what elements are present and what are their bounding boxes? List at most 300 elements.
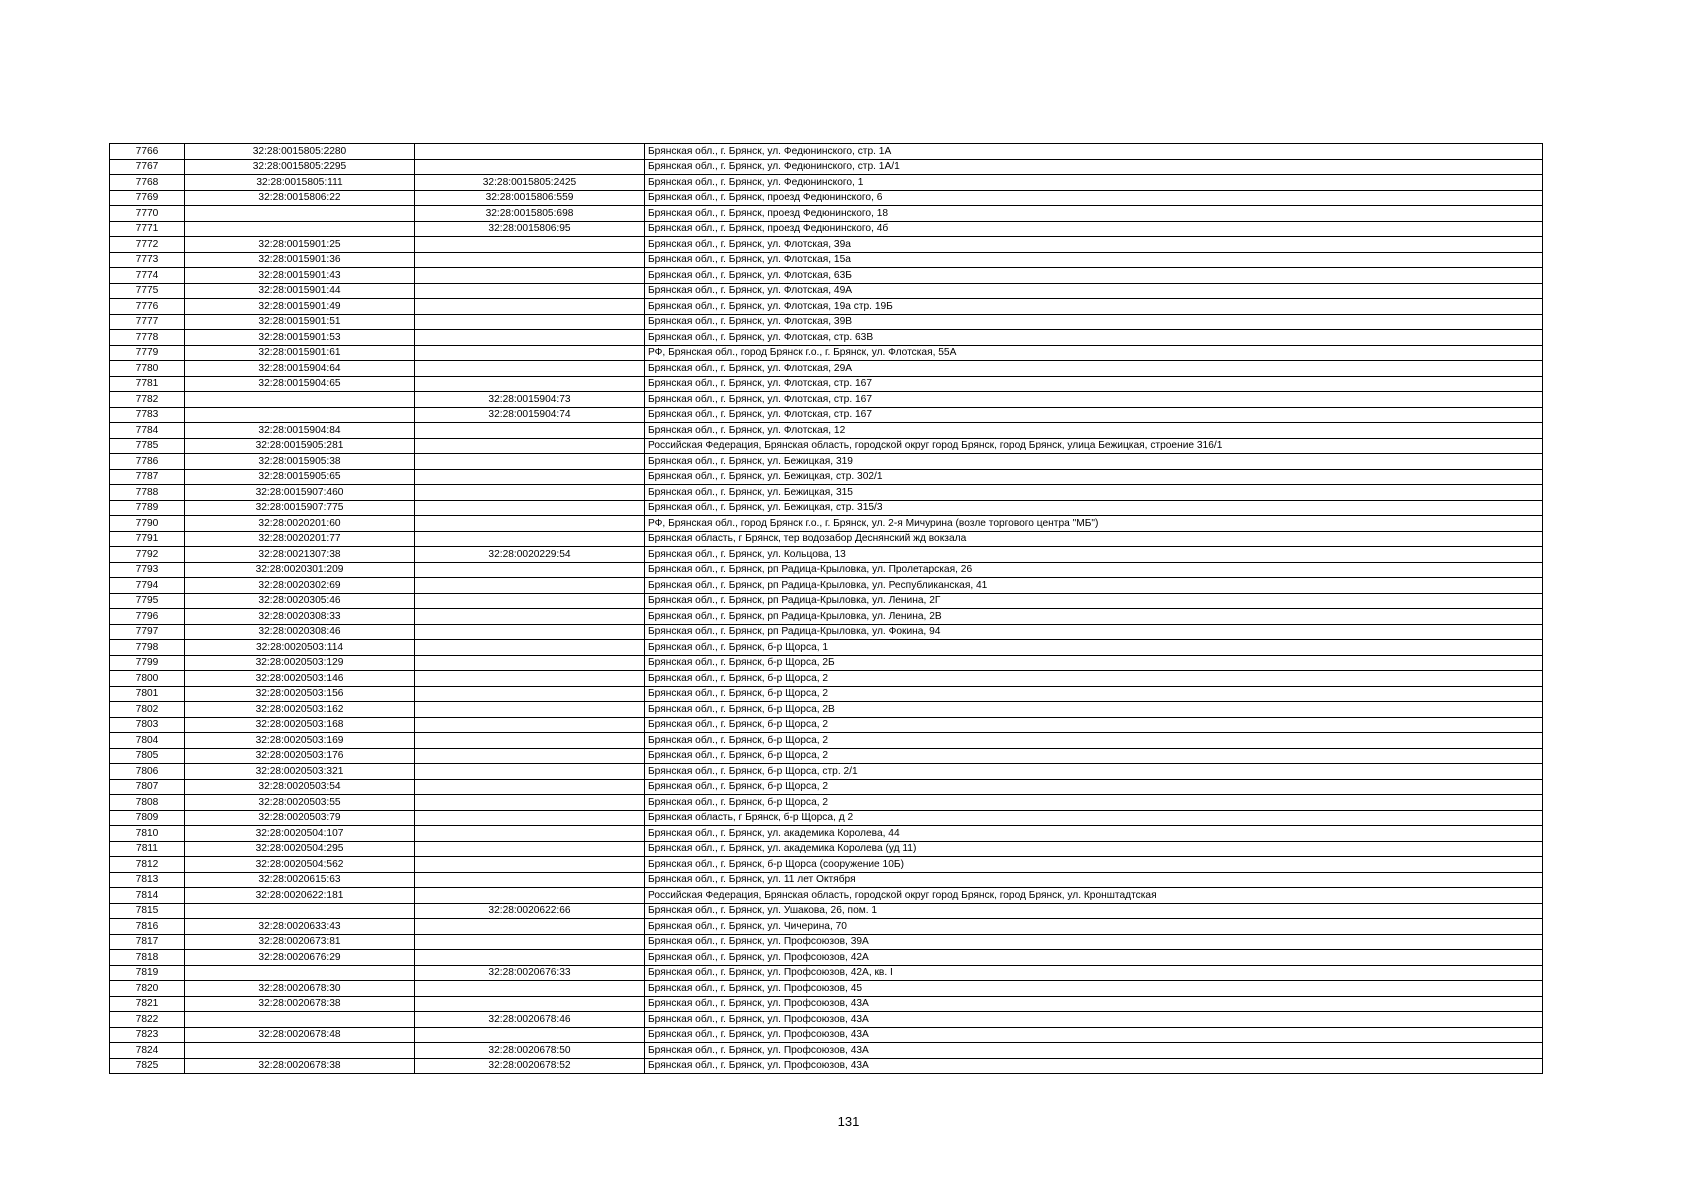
table-row xyxy=(110,547,1543,563)
address-cell: Брянская обл., г. Брянск, б-р Щорса, 2 xyxy=(645,733,1543,749)
table-row xyxy=(110,655,1543,671)
address-cell: Брянская обл., г. Брянск, проезд Федюнинского, 4б xyxy=(645,221,1543,237)
address-cell: РФ, Брянская обл., город Брянск г.о., г. Брянск, ул. 2-я Мичурина (возле торгового центра "МБ") xyxy=(645,516,1543,532)
cadastral-number-cell: 32:28:0020503:156 xyxy=(185,686,415,702)
address-cell: Брянская обл., г. Брянск, рп Радица-Крыловка, ул. Пролетарская, 26 xyxy=(645,562,1543,578)
related-cadastral-cell xyxy=(415,888,645,904)
table-row xyxy=(110,640,1543,656)
related-cadastral-cell xyxy=(415,981,645,997)
row-number-cell: 7815 xyxy=(110,903,185,919)
related-cadastral-cell: 32:28:0020678:46 xyxy=(415,1012,645,1028)
address-cell: Российская Федерация, Брянская область, городской округ город Брянск, город Брянск, улица Бежицкая, строение 316/1 xyxy=(645,438,1543,454)
related-cadastral-cell xyxy=(415,454,645,470)
related-cadastral-cell xyxy=(415,609,645,625)
cadastral-number-cell: 32:28:0015901:53 xyxy=(185,330,415,346)
related-cadastral-cell xyxy=(415,237,645,253)
row-number-cell: 7782 xyxy=(110,392,185,408)
row-number-cell: 7787 xyxy=(110,469,185,485)
row-number-cell: 7816 xyxy=(110,919,185,935)
address-cell: Брянская обл., г. Брянск, ул. Флотская, 39а xyxy=(645,237,1543,253)
row-number-cell: 7780 xyxy=(110,361,185,377)
row-number-cell: 7770 xyxy=(110,206,185,222)
table-row xyxy=(110,1043,1543,1059)
related-cadastral-cell xyxy=(415,330,645,346)
row-number-cell: 7776 xyxy=(110,299,185,315)
cadastral-number-cell: 32:28:0020633:43 xyxy=(185,919,415,935)
related-cadastral-cell xyxy=(415,159,645,175)
address-cell: Брянская обл., г. Брянск, рп Радица-Крыловка, ул. Ленина, 2В xyxy=(645,609,1543,625)
address-cell: Брянская обл., г. Брянск, ул. Профсоюзов, 43А xyxy=(645,1027,1543,1043)
row-number-cell: 7772 xyxy=(110,237,185,253)
row-number-cell: 7794 xyxy=(110,578,185,594)
related-cadastral-cell xyxy=(415,872,645,888)
row-number-cell: 7791 xyxy=(110,531,185,547)
row-number-cell: 7800 xyxy=(110,671,185,687)
table-row xyxy=(110,1012,1543,1028)
cadastral-number-cell: 32:28:0015805:2280 xyxy=(185,144,415,160)
table-row xyxy=(110,175,1543,191)
address-cell: Брянская обл., г. Брянск, ул. Федюнинского, 1 xyxy=(645,175,1543,191)
table-row xyxy=(110,717,1543,733)
cadastral-number-cell: 32:28:0020676:29 xyxy=(185,950,415,966)
address-cell: Брянская обл., г. Брянск, ул. Профсоюзов, 43А xyxy=(645,996,1543,1012)
address-cell: Брянская обл., г. Брянск, ул. Бежицкая, стр. 315/3 xyxy=(645,500,1543,516)
table-row xyxy=(110,857,1543,873)
row-number-cell: 7814 xyxy=(110,888,185,904)
table-row xyxy=(110,810,1543,826)
table-row xyxy=(110,206,1543,222)
row-number-cell: 7766 xyxy=(110,144,185,160)
table-row xyxy=(110,268,1543,284)
table-row xyxy=(110,934,1543,950)
table-row xyxy=(110,516,1543,532)
related-cadastral-cell xyxy=(415,919,645,935)
table-row xyxy=(110,671,1543,687)
table-body xyxy=(110,144,1543,1074)
cadastral-number-cell xyxy=(185,1043,415,1059)
row-number-cell: 7804 xyxy=(110,733,185,749)
row-number-cell: 7820 xyxy=(110,981,185,997)
address-cell: Брянская обл., г. Брянск, б-р Щорса, 2Б xyxy=(645,655,1543,671)
related-cadastral-cell: 32:28:0020678:52 xyxy=(415,1058,645,1074)
related-cadastral-cell xyxy=(415,376,645,392)
address-cell: Брянская обл., г. Брянск, ул. Флотская, стр. 63В xyxy=(645,330,1543,346)
row-number-cell: 7790 xyxy=(110,516,185,532)
row-number-cell: 7806 xyxy=(110,764,185,780)
related-cadastral-cell xyxy=(415,779,645,795)
related-cadastral-cell xyxy=(415,733,645,749)
row-number-cell: 7777 xyxy=(110,314,185,330)
address-cell: Брянская обл., г. Брянск, ул. Кольцова, 13 xyxy=(645,547,1543,563)
cadastral-number-cell: 32:28:0015805:111 xyxy=(185,175,415,191)
cadastral-number-cell: 32:28:0020673:81 xyxy=(185,934,415,950)
related-cadastral-cell xyxy=(415,268,645,284)
table-row xyxy=(110,686,1543,702)
table-row xyxy=(110,981,1543,997)
address-cell: Брянская обл., г. Брянск, ул. Профсоюзов, 39А xyxy=(645,934,1543,950)
cadastral-number-cell: 32:28:0020622:181 xyxy=(185,888,415,904)
related-cadastral-cell xyxy=(415,717,645,733)
cadastral-number-cell xyxy=(185,903,415,919)
address-cell: Брянская область, г Брянск, тер водозабор Деснянский жд вокзала xyxy=(645,531,1543,547)
row-number-cell: 7775 xyxy=(110,283,185,299)
address-cell: Брянская обл., г. Брянск, ул. Профсоюзов, 43А xyxy=(645,1012,1543,1028)
row-number-cell: 7788 xyxy=(110,485,185,501)
table-row xyxy=(110,609,1543,625)
address-cell: Брянская обл., г. Брянск, ул. Флотская, 15а xyxy=(645,252,1543,268)
cadastral-number-cell: 32:28:0015904:65 xyxy=(185,376,415,392)
related-cadastral-cell: 32:28:0020676:33 xyxy=(415,965,645,981)
table-row xyxy=(110,1027,1543,1043)
row-number-cell: 7807 xyxy=(110,779,185,795)
cadastral-number-cell: 32:28:0020503:176 xyxy=(185,748,415,764)
table-row xyxy=(110,872,1543,888)
address-cell: Брянская обл., г. Брянск, ул. Флотская, 49А xyxy=(645,283,1543,299)
cadastral-number-cell: 32:28:0020678:38 xyxy=(185,996,415,1012)
table-row xyxy=(110,888,1543,904)
address-cell: Брянская обл., г. Брянск, б-р Щорса, 2 xyxy=(645,795,1543,811)
row-number-cell: 7789 xyxy=(110,500,185,516)
row-number-cell: 7768 xyxy=(110,175,185,191)
address-cell: Брянская обл., г. Брянск, ул. Бежицкая, стр. 302/1 xyxy=(645,469,1543,485)
related-cadastral-cell xyxy=(415,345,645,361)
related-cadastral-cell xyxy=(415,950,645,966)
related-cadastral-cell: 32:28:0015806:95 xyxy=(415,221,645,237)
related-cadastral-cell xyxy=(415,810,645,826)
related-cadastral-cell xyxy=(415,702,645,718)
related-cadastral-cell xyxy=(415,299,645,315)
row-number-cell: 7767 xyxy=(110,159,185,175)
table-row xyxy=(110,407,1543,423)
table-row xyxy=(110,392,1543,408)
related-cadastral-cell xyxy=(415,531,645,547)
cadastral-number-cell xyxy=(185,407,415,423)
cadastral-number-cell: 32:28:0020615:63 xyxy=(185,872,415,888)
table-row xyxy=(110,500,1543,516)
row-number-cell: 7771 xyxy=(110,221,185,237)
row-number-cell: 7811 xyxy=(110,841,185,857)
address-cell: Брянская обл., г. Брянск, ул. Флотская, стр. 167 xyxy=(645,392,1543,408)
cadastral-number-cell xyxy=(185,392,415,408)
cadastral-number-cell: 32:28:0015905:281 xyxy=(185,438,415,454)
table-row xyxy=(110,330,1543,346)
address-cell: Брянская обл., г. Брянск, б-р Щорса (сооружение 10Б) xyxy=(645,857,1543,873)
row-number-cell: 7808 xyxy=(110,795,185,811)
row-number-cell: 7774 xyxy=(110,268,185,284)
table-row xyxy=(110,531,1543,547)
related-cadastral-cell xyxy=(415,485,645,501)
table-row xyxy=(110,144,1543,160)
table-row xyxy=(110,190,1543,206)
related-cadastral-cell xyxy=(415,578,645,594)
address-cell: Брянская область, г Брянск, б-р Щорса, д 2 xyxy=(645,810,1543,826)
table-row xyxy=(110,578,1543,594)
address-cell: Брянская обл., г. Брянск, ул. Флотская, 39В xyxy=(645,314,1543,330)
cadastral-number-cell: 32:28:0020678:48 xyxy=(185,1027,415,1043)
row-number-cell: 7785 xyxy=(110,438,185,454)
cadastral-number-cell: 32:28:0015901:43 xyxy=(185,268,415,284)
related-cadastral-cell xyxy=(415,144,645,160)
row-number-cell: 7798 xyxy=(110,640,185,656)
table-row xyxy=(110,919,1543,935)
address-cell: Брянская обл., г. Брянск, ул. Бежицкая, 319 xyxy=(645,454,1543,470)
row-number-cell: 7795 xyxy=(110,593,185,609)
table-row xyxy=(110,748,1543,764)
address-cell: Брянская обл., г. Брянск, ул. Чичерина, 70 xyxy=(645,919,1543,935)
related-cadastral-cell: 32:28:0020229:54 xyxy=(415,547,645,563)
address-cell: Брянская обл., г. Брянск, б-р Щорса, 2В xyxy=(645,702,1543,718)
cadastral-number-cell: 32:28:0020305:46 xyxy=(185,593,415,609)
cadastral-number-cell: 32:28:0015904:64 xyxy=(185,361,415,377)
cadastral-number-cell: 32:28:0020301:209 xyxy=(185,562,415,578)
related-cadastral-cell: 32:28:0020678:50 xyxy=(415,1043,645,1059)
cadastral-number-cell: 32:28:0020201:77 xyxy=(185,531,415,547)
address-cell: Брянская обл., г. Брянск, ул. Профсоюзов, 42А xyxy=(645,950,1543,966)
row-number-cell: 7778 xyxy=(110,330,185,346)
cadastral-number-cell: 32:28:0015907:775 xyxy=(185,500,415,516)
row-number-cell: 7809 xyxy=(110,810,185,826)
related-cadastral-cell xyxy=(415,516,645,532)
cadastral-number-cell: 32:28:0020503:146 xyxy=(185,671,415,687)
related-cadastral-cell xyxy=(415,748,645,764)
related-cadastral-cell xyxy=(415,252,645,268)
table-row xyxy=(110,841,1543,857)
cadastral-number-cell: 32:28:0020678:38 xyxy=(185,1058,415,1074)
related-cadastral-cell: 32:28:0015904:73 xyxy=(415,392,645,408)
address-cell: Брянская обл., г. Брянск, б-р Щорса, 2 xyxy=(645,686,1543,702)
table-row xyxy=(110,454,1543,470)
address-cell: Брянская обл., г. Брянск, б-р Щорса, 1 xyxy=(645,640,1543,656)
cadastral-number-cell: 32:28:0015905:65 xyxy=(185,469,415,485)
cadastral-number-cell: 32:28:0020201:60 xyxy=(185,516,415,532)
table-row xyxy=(110,903,1543,919)
row-number-cell: 7817 xyxy=(110,934,185,950)
row-number-cell: 7810 xyxy=(110,826,185,842)
related-cadastral-cell xyxy=(415,423,645,439)
address-cell: Брянская обл., г. Брянск, ул. 11 лет Октября xyxy=(645,872,1543,888)
related-cadastral-cell: 32:28:0020622:66 xyxy=(415,903,645,919)
cadastral-number-cell: 32:28:0020503:54 xyxy=(185,779,415,795)
address-cell: Брянская обл., г. Брянск, ул. Флотская, 29А xyxy=(645,361,1543,377)
cadastral-number-cell: 32:28:0020503:168 xyxy=(185,717,415,733)
address-cell: Брянская обл., г. Брянск, проезд Федюнинского, 6 xyxy=(645,190,1543,206)
row-number-cell: 7786 xyxy=(110,454,185,470)
cadastral-number-cell: 32:28:0020503:321 xyxy=(185,764,415,780)
row-number-cell: 7822 xyxy=(110,1012,185,1028)
address-cell: Брянская обл., г. Брянск, ул. Бежицкая, 315 xyxy=(645,485,1543,501)
cadastral-number-cell: 32:28:0020503:79 xyxy=(185,810,415,826)
table-row xyxy=(110,485,1543,501)
address-cell: Брянская обл., г. Брянск, б-р Щорса, 2 xyxy=(645,671,1543,687)
row-number-cell: 7793 xyxy=(110,562,185,578)
related-cadastral-cell xyxy=(415,361,645,377)
cadastral-number-cell: 32:28:0015901:49 xyxy=(185,299,415,315)
address-cell: Брянская обл., г. Брянск, ул. Профсоюзов, 43А xyxy=(645,1043,1543,1059)
table-row xyxy=(110,562,1543,578)
address-cell: Брянская обл., г. Брянск, ул. Флотская, 19а стр. 19Б xyxy=(645,299,1543,315)
cadastral-number-cell: 32:28:0015905:38 xyxy=(185,454,415,470)
table-row xyxy=(110,795,1543,811)
address-cell: Брянская обл., г. Брянск, ул. академика Королева, 44 xyxy=(645,826,1543,842)
related-cadastral-cell xyxy=(415,562,645,578)
table-row xyxy=(110,779,1543,795)
row-number-cell: 7823 xyxy=(110,1027,185,1043)
row-number-cell: 7805 xyxy=(110,748,185,764)
table-row xyxy=(110,252,1543,268)
address-cell: Брянская обл., г. Брянск, ул. Флотская, стр. 167 xyxy=(645,407,1543,423)
address-cell: Брянская обл., г. Брянск, ул. Федюнинского, стр. 1А xyxy=(645,144,1543,160)
address-cell: Брянская обл., г. Брянск, б-р Щорса, 2 xyxy=(645,717,1543,733)
cadastral-number-cell: 32:28:0015901:44 xyxy=(185,283,415,299)
table-row xyxy=(110,438,1543,454)
table-row xyxy=(110,733,1543,749)
cadastral-number-cell xyxy=(185,1012,415,1028)
table-row xyxy=(110,376,1543,392)
address-cell: Брянская обл., г. Брянск, б-р Щорса, 2 xyxy=(645,748,1543,764)
related-cadastral-cell xyxy=(415,996,645,1012)
related-cadastral-cell xyxy=(415,934,645,950)
cadastral-number-cell: 32:28:0020504:295 xyxy=(185,841,415,857)
related-cadastral-cell xyxy=(415,283,645,299)
cadastral-number-cell: 32:28:0015805:2295 xyxy=(185,159,415,175)
cadastral-number-cell: 32:28:0020308:33 xyxy=(185,609,415,625)
table-row xyxy=(110,702,1543,718)
related-cadastral-cell xyxy=(415,1027,645,1043)
related-cadastral-cell xyxy=(415,314,645,330)
row-number-cell: 7783 xyxy=(110,407,185,423)
row-number-cell: 7779 xyxy=(110,345,185,361)
row-number-cell: 7819 xyxy=(110,965,185,981)
related-cadastral-cell xyxy=(415,841,645,857)
table-row xyxy=(110,469,1543,485)
address-cell: Брянская обл., г. Брянск, ул. Флотская, стр. 167 xyxy=(645,376,1543,392)
cadastral-number-cell: 32:28:0020302:69 xyxy=(185,578,415,594)
cadastral-number-cell: 32:28:0020678:30 xyxy=(185,981,415,997)
row-number-cell: 7801 xyxy=(110,686,185,702)
table-row xyxy=(110,423,1543,439)
address-cell: Российская Федерация, Брянская область, городской округ город Брянск, город Брянск, ул. Кронштадтская xyxy=(645,888,1543,904)
cadastral-number-cell: 32:28:0020504:107 xyxy=(185,826,415,842)
address-cell: Брянская обл., г. Брянск, ул. Флотская, 12 xyxy=(645,423,1543,439)
row-number-cell: 7825 xyxy=(110,1058,185,1074)
address-cell: Брянская обл., г. Брянск, ул. академика Королева (уд 11) xyxy=(645,841,1543,857)
cadastral-number-cell: 32:28:0015904:84 xyxy=(185,423,415,439)
cadastral-number-cell: 32:28:0020308:46 xyxy=(185,624,415,640)
cadastral-number-cell: 32:28:0015901:51 xyxy=(185,314,415,330)
row-number-cell: 7803 xyxy=(110,717,185,733)
cadastral-number-cell xyxy=(185,206,415,222)
cadastral-number-cell: 32:28:0015901:61 xyxy=(185,345,415,361)
cadastral-number-cell: 32:28:0021307:38 xyxy=(185,547,415,563)
related-cadastral-cell xyxy=(415,764,645,780)
table-row xyxy=(110,965,1543,981)
row-number-cell: 7824 xyxy=(110,1043,185,1059)
related-cadastral-cell: 32:28:0015805:2425 xyxy=(415,175,645,191)
cadastral-number-cell: 32:28:0020504:562 xyxy=(185,857,415,873)
related-cadastral-cell xyxy=(415,795,645,811)
row-number-cell: 7784 xyxy=(110,423,185,439)
table-row xyxy=(110,314,1543,330)
row-number-cell: 7813 xyxy=(110,872,185,888)
related-cadastral-cell xyxy=(415,857,645,873)
related-cadastral-cell xyxy=(415,655,645,671)
related-cadastral-cell xyxy=(415,686,645,702)
related-cadastral-cell xyxy=(415,624,645,640)
table-row xyxy=(110,361,1543,377)
cadastral-number-cell xyxy=(185,965,415,981)
related-cadastral-cell: 32:28:0015805:698 xyxy=(415,206,645,222)
related-cadastral-cell: 32:28:0015904:74 xyxy=(415,407,645,423)
page-number: 131 xyxy=(837,1114,860,1129)
row-number-cell: 7821 xyxy=(110,996,185,1012)
cadastral-number-cell xyxy=(185,221,415,237)
row-number-cell: 7773 xyxy=(110,252,185,268)
address-cell: Брянская обл., г. Брянск, ул. Профсоюзов, 42А, кв. I xyxy=(645,965,1543,981)
table-row xyxy=(110,299,1543,315)
address-cell: Брянская обл., г. Брянск, проезд Федюнинского, 18 xyxy=(645,206,1543,222)
table-row xyxy=(110,826,1543,842)
row-number-cell: 7797 xyxy=(110,624,185,640)
table-row xyxy=(110,345,1543,361)
row-number-cell: 7812 xyxy=(110,857,185,873)
row-number-cell: 7792 xyxy=(110,547,185,563)
table-row xyxy=(110,996,1543,1012)
address-cell: Брянская обл., г. Брянск, б-р Щорса, стр. 2/1 xyxy=(645,764,1543,780)
row-number-cell: 7781 xyxy=(110,376,185,392)
row-number-cell: 7769 xyxy=(110,190,185,206)
table-row xyxy=(110,283,1543,299)
related-cadastral-cell xyxy=(415,671,645,687)
address-cell: Брянская обл., г. Брянск, рп Радица-Крыловка, ул. Фокина, 94 xyxy=(645,624,1543,640)
cadastral-number-cell: 32:28:0020503:55 xyxy=(185,795,415,811)
address-cell: Брянская обл., г. Брянск, ул. Профсоюзов, 43А xyxy=(645,1058,1543,1074)
table-row xyxy=(110,593,1543,609)
table-row xyxy=(110,764,1543,780)
row-number-cell: 7802 xyxy=(110,702,185,718)
row-number-cell: 7818 xyxy=(110,950,185,966)
related-cadastral-cell xyxy=(415,438,645,454)
cadastral-number-cell: 32:28:0015806:22 xyxy=(185,190,415,206)
address-cell: Брянская обл., г. Брянск, рп Радица-Крыловка, ул. Ленина, 2Г xyxy=(645,593,1543,609)
table-row xyxy=(110,221,1543,237)
related-cadastral-cell xyxy=(415,469,645,485)
table-row xyxy=(110,1058,1543,1074)
table-row xyxy=(110,624,1543,640)
table-row xyxy=(110,237,1543,253)
cadastral-number-cell: 32:28:0020503:114 xyxy=(185,640,415,656)
related-cadastral-cell xyxy=(415,826,645,842)
cadastral-number-cell: 32:28:0015907:460 xyxy=(185,485,415,501)
document-table xyxy=(109,143,1543,1074)
related-cadastral-cell xyxy=(415,593,645,609)
address-cell: Брянская обл., г. Брянск, ул. Федюнинского, стр. 1А/1 xyxy=(645,159,1543,175)
address-cell: Брянская обл., г. Брянск, б-р Щорса, 2 xyxy=(645,779,1543,795)
table-row xyxy=(110,950,1543,966)
address-cell: Брянская обл., г. Брянск, ул. Ушакова, 26, пом. 1 xyxy=(645,903,1543,919)
address-cell: РФ, Брянская обл., город Брянск г.о., г. Брянск, ул. Флотская, 55А xyxy=(645,345,1543,361)
table-row xyxy=(110,159,1543,175)
row-number-cell: 7796 xyxy=(110,609,185,625)
cadastral-number-cell: 32:28:0015901:25 xyxy=(185,237,415,253)
related-cadastral-cell xyxy=(415,640,645,656)
address-cell: Брянская обл., г. Брянск, рп Радица-Крыловка, ул. Республиканская, 41 xyxy=(645,578,1543,594)
related-cadastral-cell xyxy=(415,500,645,516)
address-cell: Брянская обл., г. Брянск, ул. Профсоюзов, 45 xyxy=(645,981,1543,997)
related-cadastral-cell: 32:28:0015806:559 xyxy=(415,190,645,206)
cadastral-number-cell: 32:28:0015901:36 xyxy=(185,252,415,268)
cadastral-number-cell: 32:28:0020503:169 xyxy=(185,733,415,749)
row-number-cell: 7799 xyxy=(110,655,185,671)
